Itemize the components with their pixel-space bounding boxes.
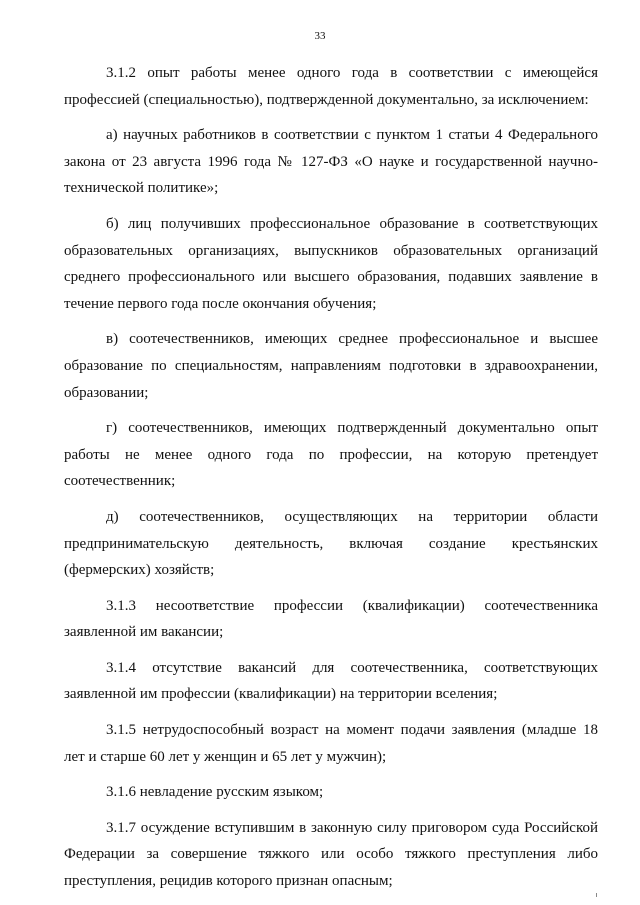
paragraph-3-1-5: 3.1.5 нетрудоспособный возраст на момент подачи заявления (младше 18 лет и старше 60 лет у женщин и 65 лет у мужчин); — [64, 722, 598, 765]
paragraph-item-g: г) соотечественников, имеющих подтвержденный документально опыт работы не менее одного года по профессии, на которую претендует соотечественник; — [64, 420, 598, 490]
paragraph-3-1-3: 3.1.3 несоответствие профессии (квалификации) соотечественника заявленной им вакансии; — [64, 597, 598, 641]
paragraph-3-1-6: 3.1.6 невладение русским языком; — [106, 784, 324, 801]
paragraph-item-d: д) соотечественников, осуществляющих на территории области предпринимательскую деятельность, включая создание крестьянских (фермерских) хозяйств; — [64, 508, 598, 579]
paragraph-item-b: б) лиц получивших профессиональное образование в соответствующих образовательных организациях, выпускников образовательных организаций среднего профессионального или высшего образования, подавших заявление в течение первого года после окончания обучения; — [64, 215, 598, 312]
scan-artifact-mark — [596, 893, 597, 897]
paragraph-item-a: а) научных работников в соответствии с пунктом 1 статьи 4 Федерального закона от 23 августа 1996 года № 127-ФЗ «О науке и государственной научно-технической политике»; — [64, 127, 598, 197]
paragraph-3-1-2: 3.1.2 опыт работы менее одного года в соответствии с имеющейся профессией (специальностью), подтвержденной документально, за исключением: — [64, 65, 598, 108]
paragraph-3-1-7: 3.1.7 осуждение вступившим в законную силу приговором суда Российской Федерации за совершение тяжкого или особо тяжкого преступления либо преступления, рецидив которого признан опасным; — [64, 819, 598, 890]
paragraph-3-1-4: 3.1.4 отсутствие вакансий для соотечественника, соответствующих заявленной им профессии (квалификации) на территории вселения; — [64, 659, 598, 703]
paragraph-item-v: в) соотечественников, имеющих среднее профессиональное и высшее образование по специальностям, направлениям подготовки в здравоохранении, образовании; — [64, 331, 598, 401]
document-body — [64, 60, 598, 904]
page-number: 33 — [314, 30, 326, 42]
